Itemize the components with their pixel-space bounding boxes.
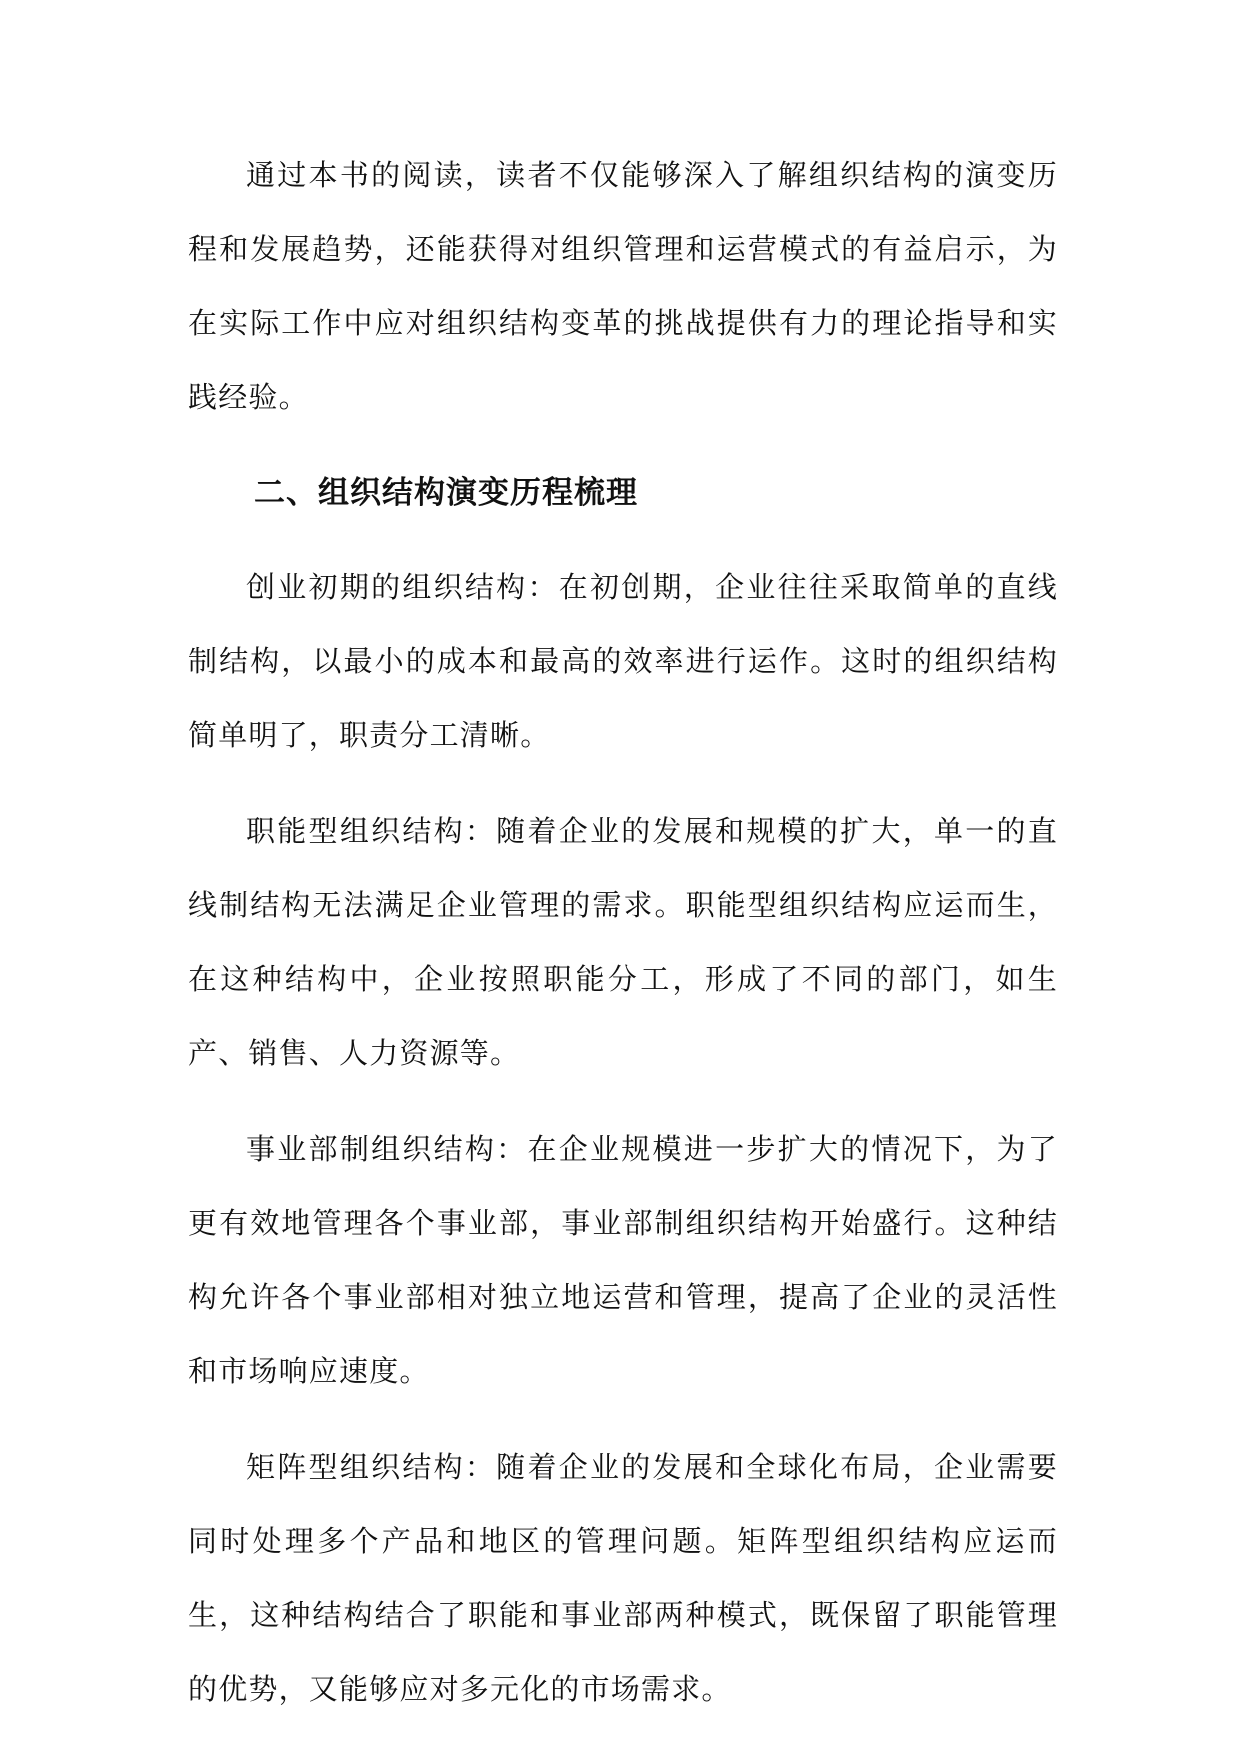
- intro-paragraph: 通过本书的阅读，读者不仅能够深入了解组织结构的演变历程和发展趋势，还能获得对组织管理和运营模式的有益启示，为在实际工作中应对组织结构变革的挑战提供有力的理论指导和实践经验。: [188, 158, 1058, 414]
- paragraph-startup-structure: 创业初期的组织结构：在初创期，企业往往采取简单的直线制结构，以最小的成本和最高的效率进行运作。这时的组织结构简单明了，职责分工清晰。: [188, 570, 1058, 752]
- paragraph-matrix-structure: 矩阵型组织结构：随着企业的发展和全球化布局，企业需要同时处理多个产品和地区的管理问题。矩阵型组织结构应运而生，这种结构结合了职能和事业部两种模式，既保留了职能管理的优势，又能够应对多元化的市场需求。: [188, 1450, 1058, 1706]
- section-heading: 二、组织结构演变历程梳理: [254, 475, 638, 511]
- document-body: [188, 138, 1058, 1748]
- paragraph-functional-structure: 职能型组织结构：随着企业的发展和规模的扩大，单一的直线制结构无法满足企业管理的需求。职能型组织结构应运而生，在这种结构中，企业按照职能分工，形成了不同的部门，如生产、销售、人力资源等。: [188, 814, 1058, 1070]
- paragraph-divisional-structure: 事业部制组织结构：在企业规模进一步扩大的情况下，为了更有效地管理各个事业部，事业部制组织结构开始盛行。这种结构允许各个事业部相对独立地运营和管理，提高了企业的灵活性和市场响应速度。: [188, 1132, 1058, 1388]
